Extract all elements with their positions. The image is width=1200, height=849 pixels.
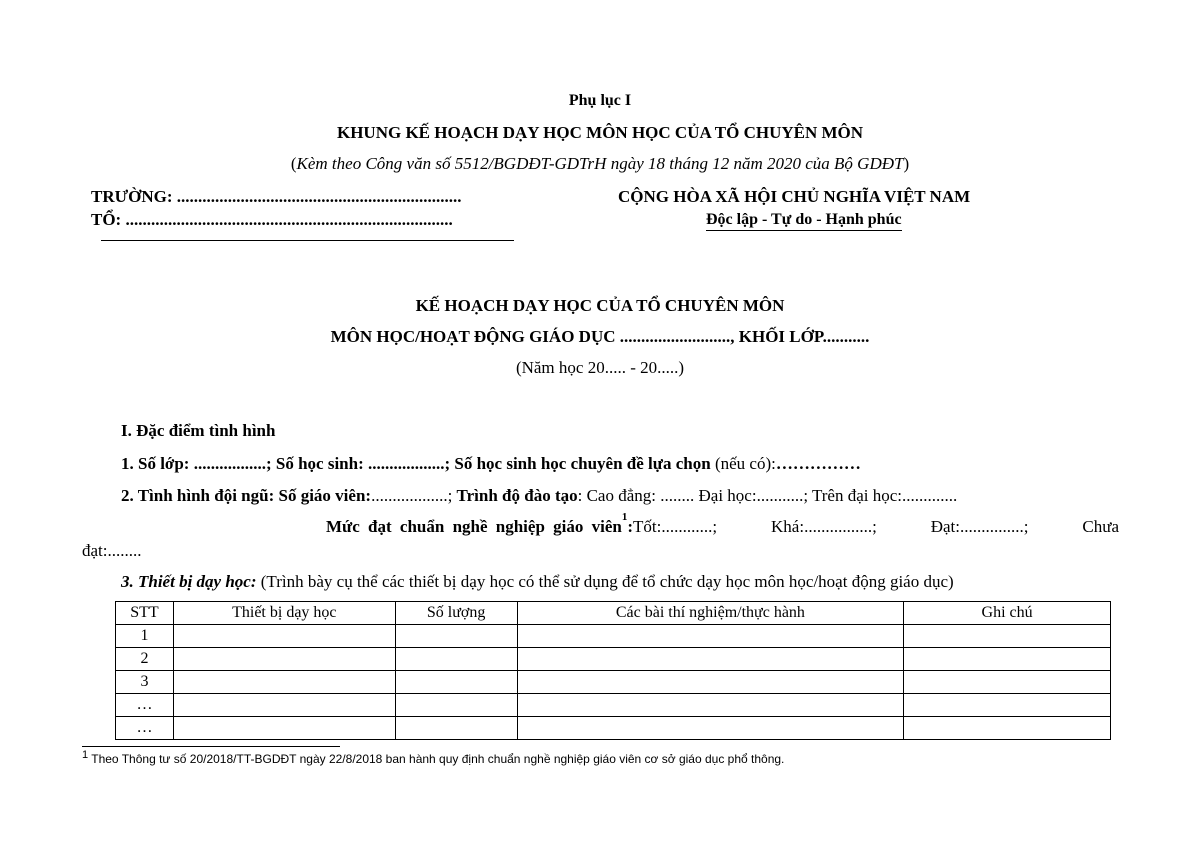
item-teacher-standard-cont: đạt:........ xyxy=(82,541,142,560)
school-field: TRƯỜNG: ................................................................... xyxy=(91,187,462,206)
cell-stt: 3 xyxy=(116,671,174,694)
cell-quantity xyxy=(395,625,517,648)
cell-stt: 1 xyxy=(116,625,174,648)
footnote-separator xyxy=(82,746,340,747)
national-motto: Độc lập - Tự do - Hạnh phúc xyxy=(706,211,902,231)
cell-quantity xyxy=(395,671,517,694)
table-row xyxy=(116,671,1111,694)
left-divider xyxy=(101,240,514,241)
item-equipment: 3. Thiết bị dạy học: (Trình bày cụ thể các thiết bị dạy học có thể sử dụng để tổ chức dạy học môn học/hoạt động giáo dục) xyxy=(121,572,954,591)
item-classes-students: 1. Số lớp: .................; Số học sinh: ..................; Số học sinh học chuyên đề lựa chọn (nếu có):…………… xyxy=(121,454,861,473)
table-row xyxy=(116,717,1111,740)
cell-notes xyxy=(904,671,1111,694)
cell-stt: 2 xyxy=(116,648,174,671)
plan-subject-line: MÔN HỌC/HOẠT ĐỘNG GIÁO DỤC .........................., KHỐI LỚP........... xyxy=(330,327,870,346)
attached-note-text: Kèm theo Công văn số 5512/BGDĐT-GDTrH ngày 18 tháng 12 năm 2020 của Bộ GDĐT xyxy=(296,154,904,173)
cell-notes xyxy=(904,648,1111,671)
plan-title: KẾ HOẠCH DẠY HỌC CỦA TỔ CHUYÊN MÔN xyxy=(415,296,785,315)
table-row xyxy=(116,625,1111,648)
cell-quantity xyxy=(395,717,517,740)
table-header-row xyxy=(116,602,1111,625)
section-heading: I. Đặc điểm tình hình xyxy=(121,421,276,440)
item-teacher-standard: Mức đạt chuẩn nghề nghiệp giáo viên 1 : Tốt:............; Khá:................; Đạt:...............; Chưa xyxy=(326,511,1119,536)
header-notes: Ghi chú xyxy=(904,602,1111,625)
cell-equipment xyxy=(173,671,395,694)
cell-experiments xyxy=(517,694,904,717)
footnote-text: Theo Thông tư số 20/2018/TT-BGDĐT ngày 22/8/2018 ban hành quy định chuẩn nghề nghiệp giáo viên cơ sở giáo dục phổ thông. xyxy=(88,752,785,766)
cell-notes xyxy=(904,625,1111,648)
framework-title: KHUNG KẾ HOẠCH DẠY HỌC MÔN HỌC CỦA TỔ CHUYÊN MÔN xyxy=(336,123,864,142)
cell-quantity xyxy=(395,694,517,717)
cell-notes xyxy=(904,717,1111,740)
footnote xyxy=(82,749,785,766)
cell-stt: … xyxy=(116,694,174,717)
table-row xyxy=(116,694,1111,717)
header-quantity: Số lượng xyxy=(395,602,517,625)
cell-equipment xyxy=(173,625,395,648)
cell-experiments xyxy=(517,717,904,740)
footnote-ref: 1 xyxy=(621,511,628,523)
group-field: TỔ: ............................................................................. xyxy=(91,210,453,229)
cell-experiments xyxy=(517,625,904,648)
item-staff: 2. Tình hình đội ngũ: Số giáo viên:..................; Trình độ đào tạo: Cao đẳng: ........ Đại học:...........; Trên đại học:............. xyxy=(121,486,958,505)
appendix-label: Phụ lục I xyxy=(568,92,632,109)
cell-stt: … xyxy=(116,717,174,740)
cell-equipment xyxy=(173,717,395,740)
republic-title: CỘNG HÒA XÃ HỘI CHỦ NGHĨA VIỆT NAM xyxy=(618,187,971,206)
school-year: (Năm học 20..... - 20.....) xyxy=(515,358,685,377)
table-row xyxy=(116,648,1111,671)
header-experiments: Các bài thí nghiệm/thực hành xyxy=(517,602,904,625)
cell-experiments xyxy=(517,648,904,671)
header-equipment: Thiết bị dạy học xyxy=(173,602,395,625)
cell-quantity xyxy=(395,648,517,671)
cell-equipment xyxy=(173,694,395,717)
attached-note: (Kèm theo Công văn số 5512/BGDĐT-GDTrH ngày 18 tháng 12 năm 2020 của Bộ GDĐT) xyxy=(290,154,910,173)
footnote-mark: 1 xyxy=(82,749,89,761)
cell-experiments xyxy=(517,671,904,694)
header-stt: STT xyxy=(116,602,174,625)
equipment-table xyxy=(115,601,1111,740)
cell-equipment xyxy=(173,648,395,671)
cell-notes xyxy=(904,694,1111,717)
